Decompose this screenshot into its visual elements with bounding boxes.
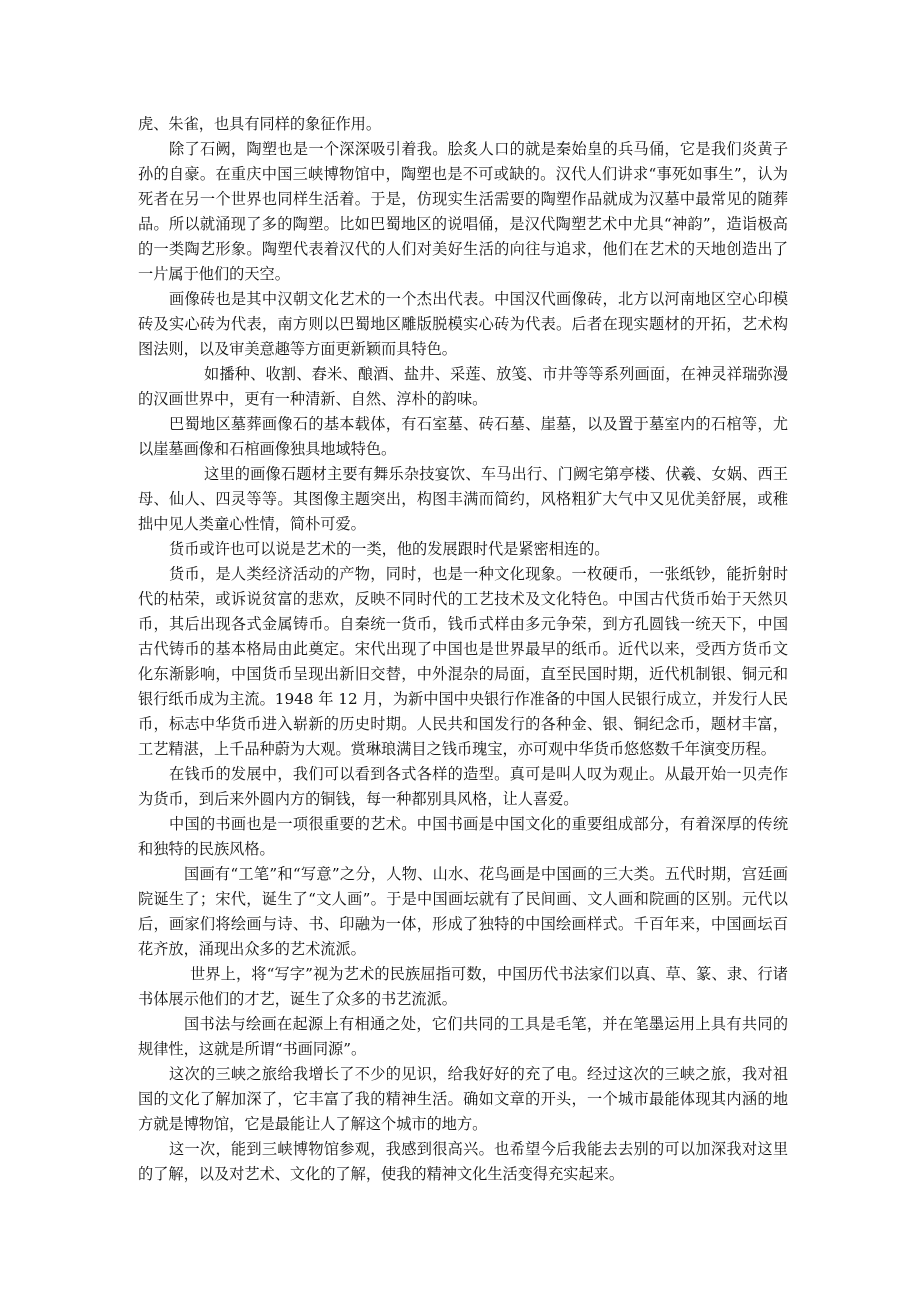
- paragraph-7: 货币或许也可以说是艺术的一类，他的发展跟时代是紧密相连的。: [169, 540, 610, 558]
- paragraph-14: 这次的三峡之旅给我增长了不少的见识，给我好好的充了电。经过这次的三峡之旅，我对祖国的文化了解加深了，它丰富了我的精神生活。确如文章的开头，一个城市最能体现其内涵的地方就是博物馆，它是最能让人了解这个城市的地方。: [138, 1065, 788, 1133]
- paragraph-5: 巴蜀地区墓葬画像石的基本载体，有石室墓、砖石墓、崖墓，以及置于墓室内的石棺等，尤以崖墓画像和石棺画像独具地域特色。: [138, 415, 788, 458]
- paragraph-2: 除了石阙，陶塑也是一个深深吸引着我。脍炙人口的就是秦始皇的兵马俑，它是我们炎黄子孙的自豪。在重庆中国三峡博物馆中，陶塑也是不可或缺的。汉代人们讲求“事死如事生”，认为死者在另一个世界也同样生活着。于是，仿现实生活需要的陶塑作品就成为汉墓中最常见的随葬品。所以就涌现了多的陶塑。比如巴蜀地区的说唱俑，是汉代陶塑艺术中尤具“神韵”，造诣极高的一类陶艺形象。陶塑代表着汉代的人们对美好生活的向往与追求，他们在艺术的天地创造出了一片属于他们的天空。: [138, 140, 788, 283]
- paragraph-10: 中国的书画也是一项很重要的艺术。中国书画是中国文化的重要组成部分，有着深厚的传统和独特的民族风格。: [138, 815, 788, 858]
- paragraph-11: 国画有“工笔”和“写意”之分，人物、山水、花鸟画是中国画的三大类。五代时期，宫廷画院诞生了；宋代，诞生了“文人画”。于是中国画坛就有了民间画、文人画和院画的区别。元代以后，画家们将绘画与诗、书、印融为一体，形成了独特的中国绘画样式。千百年来，中国画坛百花齐放，涌现出众多的艺术流派。: [138, 865, 788, 958]
- paragraph-1: 虎、朱雀，也具有同样的象征作用。: [138, 115, 381, 133]
- paragraph-12: 世界上，将“写字”视为艺术的民族屈指可数，中国历代书法家们以真、草、篆、隶、行诸书体展示他们的才艺，诞生了众多的书艺流派。: [138, 965, 788, 1008]
- paragraph-8: 货币，是人类经济活动的产物，同时，也是一种文化现象。一枚硬币，一张纸钞，能折射时代的枯荣，或诉说贫富的悲欢，反映不同时代的工艺技术及文化特色。中国古代货币始于天然贝币，其后出现各式金属铸币。自秦统一货币，钱币式样由多元争荣，到方孔圆钱一统天下，中国古代铸币的基本格局由此奠定。宋代出现了中国也是世界最早的纸币。近代以来，受西方货币文化东渐影响，中国货币呈现出新旧交替，中外混杂的局面，直至民国时期，近代机制银、铜元和银行纸币成为主流。1948 年 12 月，为新中国中央银行作准备的中国人民银行成立，并发行人民币，标志中华货币进入崭新的历史时期。人民共和国发行的各种金、银、铜纪念币，题材丰富，工艺精湛，上千品种蔚为大观。赏琳琅满目之钱币瑰宝，亦可观中华货币悠悠数千年演变历程。: [138, 565, 788, 758]
- paragraph-6: 这里的画像石题材主要有舞乐杂技宴饮、车马出行、门阙宅第亭楼、伏羲、女娲、西王母、仙人、四灵等等。其图像主题突出，构图丰满而简约，风格粗犷大气中又见优美舒展，或稚拙中见人类童心性情，简朴可爱。: [138, 465, 788, 533]
- paragraph-3: 画像砖也是其中汉朝文化艺术的一个杰出代表。中国汉代画像砖，北方以河南地区空心印模砖及实心砖为代表，南方则以巴蜀地区雕版脱模实心砖为代表。后者在现实题材的开拓，艺术构图法则，以及审美意趣等方面更新颖而具特色。: [138, 290, 788, 358]
- paragraph-15: 这一次，能到三峡博物馆参观，我感到很高兴。也希望今后我能去去别的可以加深我对这里的了解，以及对艺术、文化的了解，使我的精神文化生活变得充实起来。: [138, 1140, 788, 1183]
- paragraph-9: 在钱币的发展中，我们可以看到各式各样的造型。真可是叫人叹为观止。从最开始一贝壳作为货币，到后来外圆内方的铜钱，每一种都别具风格，让人喜爱。: [138, 765, 788, 808]
- paragraph-13: 国书法与绘画在起源上有相通之处，它们共同的工具是毛笔，并在笔墨运用上具有共同的规律性，这就是所谓“书画同源”。: [138, 1015, 788, 1058]
- document-body: [138, 112, 788, 1187]
- paragraph-4: 如播种、收割、舂米、酿酒、盐井、采莲、放笺、市井等等系列画面，在神灵祥瑞弥漫的汉画世界中，更有一种清新、自然、淳朴的韵味。: [138, 365, 788, 408]
